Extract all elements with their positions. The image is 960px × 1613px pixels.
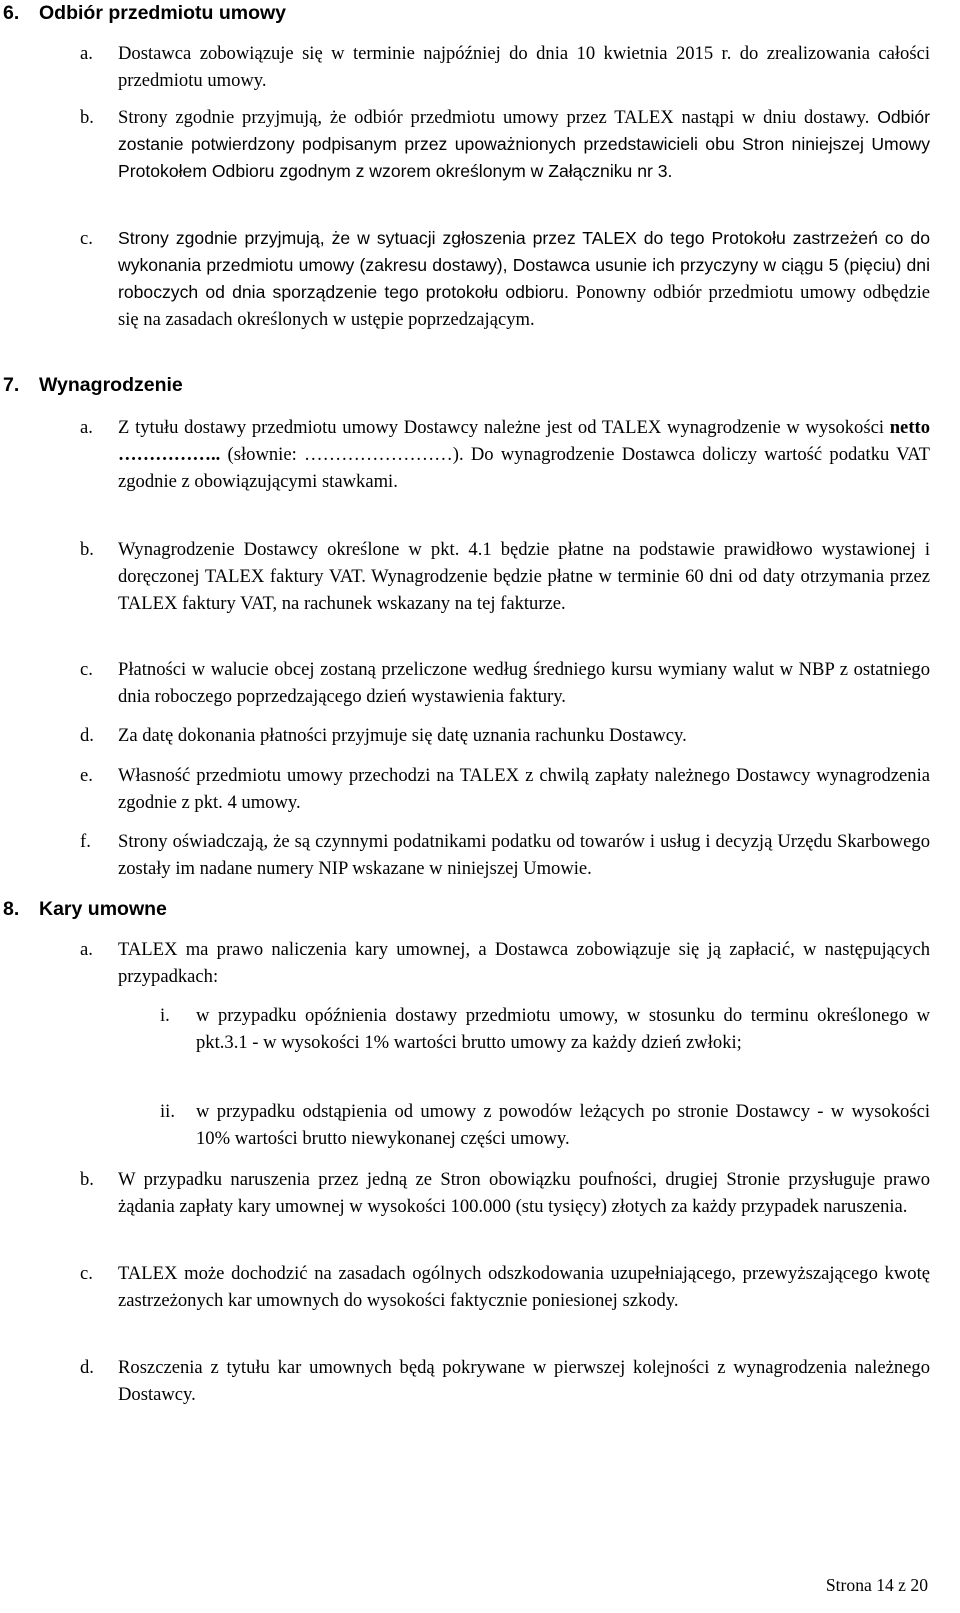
- clause-7f: [80, 828, 930, 882]
- section-number: 8.: [3, 898, 20, 920]
- clause-text: Za datę dokonania płatności przyjmuje się datę uznania rachunku Dostawcy.: [118, 725, 687, 746]
- clause-6c: [80, 225, 930, 333]
- clause-text: Własność przedmiotu umowy przechodzi na TALEX z chwilą zapłaty należnego Dostawcy wynagrodzenia zgodnie z pkt. 4 umowy.: [118, 765, 930, 813]
- clause-label: c.: [80, 659, 93, 680]
- clause-text: Strony oświadczają, że są czynnymi podatnikami podatku od towarów i usług i decyzją Urzędu Skarbowego zostały im nadane numery NIP wskazane w niniejszej Umowie.: [118, 831, 930, 879]
- clause-label: a.: [80, 939, 93, 960]
- clause-text: [118, 104, 930, 185]
- clause-text: Dostawca zobowiązuje się w terminie najpóźniej do dnia 10 kwietnia 2015 r. do zrealizowania całości przedmiotu umowy.: [118, 43, 930, 91]
- clause-text: [118, 414, 930, 495]
- clause-text: W przypadku naruszenia przez jedną ze Stron obowiązku poufności, drugiej Stronie przysługuje prawo żądania zapłaty kary umownej w wysokości 100.000 (stu tysięcy) złotych za każdy przypadek naruszenia.: [118, 1169, 930, 1217]
- clause-8b: [80, 1166, 930, 1220]
- section-number: 7.: [3, 374, 20, 396]
- clause-label: a.: [80, 43, 93, 64]
- clause-7b: [80, 536, 930, 617]
- clause-text-sans: Odbiór zostanie potwierdzony podpisanym przez upoważnionych przedstawicieli obu Stron niniejszej Umowy Protokołem Odbioru zgodnym z wzorem określonym w Załączniku nr 3.: [118, 107, 930, 181]
- subclause-8a-i: [160, 1002, 930, 1056]
- clause-label: e.: [80, 765, 93, 786]
- clause-label: a.: [80, 417, 93, 438]
- clause-7a: [80, 414, 930, 495]
- clause-8a: [80, 936, 930, 990]
- section-title: Odbiór przedmiotu umowy: [39, 2, 286, 24]
- clause-text: Wynagrodzenie Dostawcy określone w pkt. 4.1 będzie płatne na podstawie prawidłowo wystawionej i doręczonej TALEX faktury VAT. Wynagrodzenie będzie płatne w terminie 60 dni od daty otrzymania przez TALEX faktury VAT, na rachunek wskazany na tej fakturze.: [118, 539, 930, 614]
- clause-text: Roszczenia z tytułu kar umownych będą pokrywane w pierwszej kolejności z wynagrodzenia należnego Dostawcy.: [118, 1357, 930, 1405]
- clause-text-sans: Strony zgodnie przyjmują, że w sytuacji zgłoszenia przez TALEX do tego Protokołu zastrzeżeń co do wykonania przedmiotu umowy (zakresu dostawy), Dostawca usunie ich przyczyny w ciągu 5 (pięciu) dni roboczych od dnia sporządzenie tego protokołu odbioru.: [118, 228, 930, 302]
- clause-7e: [80, 762, 930, 816]
- clause-text-after: (słownie: ……………………). Do wynagrodzenie Dostawca doliczy wartość podatku VAT zgodnie z obowiązującymi stawkami.: [118, 444, 930, 492]
- clause-label: d.: [80, 725, 94, 746]
- clause-label: f.: [80, 831, 91, 852]
- clause-label: b.: [80, 539, 94, 560]
- clause-text: TALEX ma prawo naliczenia kary umownej, a Dostawca zobowiązuje się ją zapłacić, w następujących przypadkach:: [118, 939, 930, 987]
- clause-8d: [80, 1354, 930, 1408]
- clause-7c: [80, 656, 930, 710]
- clause-text: [118, 225, 930, 333]
- clause-text: TALEX może dochodzić na zasadach ogólnych odszkodowania uzupełniającego, przewyższającego kwotę zastrzeżonych kar umownych do wysokości faktycznie poniesionej szkody.: [118, 1263, 930, 1311]
- section-title: Wynagrodzenie: [39, 374, 183, 396]
- clause-text-serif: Ponowny odbiór przedmiotu umowy odbędzie się na zasadach określonych w ustępie poprzedzającym.: [118, 282, 930, 330]
- subclause-label: ii.: [160, 1101, 175, 1122]
- clause-text-before: Z tytułu dostawy przedmiotu umowy Dostawcy należne jest od TALEX wynagrodzenie w wysokości: [118, 417, 884, 438]
- section-6-heading: [0, 0, 286, 27]
- clause-label: d.: [80, 1357, 94, 1378]
- clause-label: c.: [80, 228, 93, 249]
- section-8-heading: [0, 896, 167, 923]
- page-number: Strona 14 z 20: [825, 1575, 928, 1595]
- section-7-heading: [0, 372, 183, 399]
- clause-6b: [80, 104, 930, 185]
- clause-text-serif: Strony zgodnie przyjmują, że odbiór przedmiotu umowy przez TALEX nastąpi w dniu dostawy.: [118, 107, 870, 128]
- clause-label: c.: [80, 1263, 93, 1284]
- clause-label: b.: [80, 1169, 94, 1190]
- clause-text: Płatności w walucie obcej zostaną przeliczone według średniego kursu wymiany walut w NBP z ostatniego dnia roboczego poprzedzającego dzień wystawienia faktury.: [118, 659, 930, 707]
- section-number: 6.: [3, 2, 20, 24]
- clause-8c: [80, 1260, 930, 1314]
- subclause-label: i.: [160, 1005, 170, 1026]
- subclause-8a-ii: [160, 1098, 930, 1152]
- clause-7d: [80, 722, 930, 749]
- subclause-text: w przypadku opóźnienia dostawy przedmiotu umowy, w stosunku do terminu określonego w pkt.3.1 - w wysokości 1% wartości brutto umowy za każdy dzień zwłoki;: [196, 1005, 930, 1053]
- section-title: Kary umowne: [39, 898, 167, 920]
- amount-net: netto ……………..: [118, 417, 930, 465]
- subclause-text: w przypadku odstąpienia od umowy z powodów leżących po stronie Dostawcy - w wysokości 10% wartości brutto niewykonanej części umowy.: [196, 1101, 930, 1149]
- clause-6a: [80, 40, 930, 94]
- clause-label: b.: [80, 107, 94, 128]
